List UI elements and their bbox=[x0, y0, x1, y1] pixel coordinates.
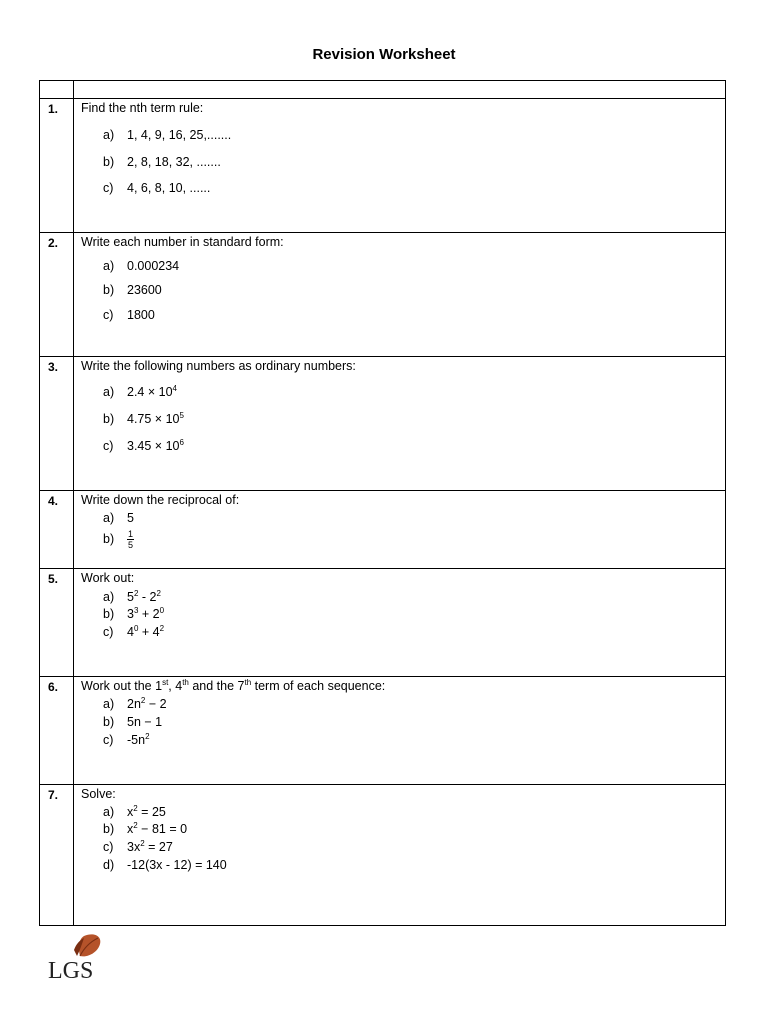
leaf-icon bbox=[44, 932, 104, 984]
question-number: 5. bbox=[48, 572, 59, 586]
row-divider bbox=[40, 784, 725, 785]
question-text: Solve: bbox=[81, 787, 116, 801]
question-text: Write down the reciprocal of: bbox=[81, 493, 240, 507]
list-item: b) 5n − 1 bbox=[103, 715, 163, 729]
list-item: d) -12(3x - 12) = 140 bbox=[103, 858, 227, 872]
list-item: a) 5 bbox=[103, 511, 134, 525]
list-item: a) $5^2 - 2^2$ bbox=[103, 589, 161, 604]
worksheet-table bbox=[39, 80, 726, 926]
list-item: c) $-5n^2$ bbox=[103, 732, 150, 747]
school-logo bbox=[44, 932, 104, 984]
question-text: Work out the 1st, 4th and the 7th term of each sequence: bbox=[81, 678, 386, 693]
list-item: a) 0.000234 bbox=[103, 259, 180, 273]
svg-text:LGS: LGS bbox=[48, 958, 94, 984]
question-number: 2. bbox=[48, 236, 59, 250]
list-item: a) $2n^2 - 2$ bbox=[103, 696, 167, 711]
question-number: 3. bbox=[48, 360, 59, 374]
column-divider bbox=[73, 81, 74, 925]
list-item: c) 1800 bbox=[103, 308, 155, 322]
question-text: Write each number in standard form: bbox=[81, 235, 284, 249]
list-item: c) $3x^2 = 27$ bbox=[103, 839, 173, 854]
list-item: c) $4^0 + 4^2$ bbox=[103, 624, 165, 639]
question-number: 6. bbox=[48, 680, 59, 694]
list-item: a) $x^2 = 25$ bbox=[103, 804, 166, 819]
list-item: b) $4.75 \times 10^5$ bbox=[103, 411, 184, 426]
question-number: 7. bbox=[48, 788, 59, 802]
list-item: c) 4, 6, 8, 10, ...... bbox=[103, 181, 211, 195]
question-number: 1. bbox=[48, 102, 59, 116]
question-text: Find the nth term rule: bbox=[81, 101, 204, 115]
list-item: b) 23600 bbox=[103, 283, 162, 297]
list-item: a) $2.4 \times 10^4$ bbox=[103, 384, 177, 399]
row-divider bbox=[40, 490, 725, 491]
page-title: Revision Worksheet bbox=[312, 46, 456, 63]
list-item: b) 2, 8, 18, 32, ....... bbox=[103, 155, 221, 169]
fraction: $\frac{1}{5}$ bbox=[128, 529, 134, 550]
row-divider bbox=[40, 676, 725, 677]
row-divider bbox=[40, 356, 725, 357]
list-item: c) $3.45 \times 10^6$ bbox=[103, 438, 184, 453]
question-number: 4. bbox=[48, 494, 59, 508]
question-text: Work out: bbox=[81, 571, 135, 585]
row-divider bbox=[40, 568, 725, 569]
row-divider bbox=[40, 232, 725, 233]
list-item: b) $\frac{1}{5}$ bbox=[103, 529, 134, 550]
list-item: b) $3^3 + 2^0$ bbox=[103, 606, 165, 621]
header-row-divider bbox=[40, 98, 725, 99]
list-item: a) 1, 4, 9, 16, 25,....... bbox=[103, 128, 232, 142]
question-text: Write the following numbers as ordinary numbers: bbox=[81, 359, 356, 373]
list-item: b) $x^2 - 81 = 0$ bbox=[103, 821, 188, 836]
